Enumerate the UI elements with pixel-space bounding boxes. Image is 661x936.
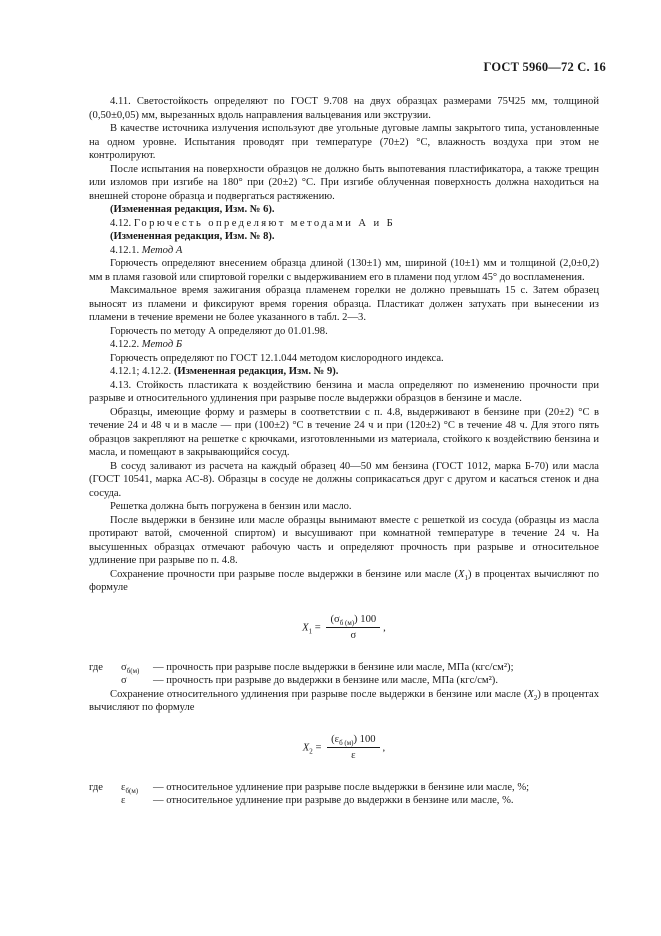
paragraph-4-12-1-ignition: Максимальное время зажигания образца пламенем горелки не должно превышать 15 с. Затем образец выносят из пламени и фиксируют время горения образца. Пластикат должен затухать при вынесении из пламени в течение времени не более указанного в табл. 2—3. <box>89 285 599 323</box>
fraction-denominator: σ <box>350 630 357 641</box>
where-row-4: ε — относительное удлинение при разрыве до выдержки в бензине или масле, %. <box>121 795 514 806</box>
paragraph-4-11: 4.11. Светостойкость определяют по ГОСТ 9.708 на двух образцах размерами 75Ч25 мм, толщиной (0,50±0,05) мм, вырезанных вдоль направления вальцевания или экструзии. <box>89 96 599 121</box>
clause-number: 4.12.2. <box>110 339 140 350</box>
fraction-numerator: $(\varepsilon_{б (м)})$ 100 <box>327 733 379 749</box>
edition-note-9: (Измененная редакция, Изм. № 9). <box>173 366 339 377</box>
paragraph-4-13-vessel: В сосуд заливают из расчета на каждый образец 40—50 мм бензина (ГОСТ 1012, марка Б-70) или масла (ГОСТ 10541, марка АС-8). Образцы в сосуде не должны соприкасаться друг с другом и касаться стенок и дна сосуда. <box>89 460 599 499</box>
fraction <box>327 733 379 763</box>
fraction-numerator: $(\sigma_{б (м)})$ 100 <box>326 613 380 629</box>
clause-references: 4.12.1; 4.12.2. <box>110 366 172 377</box>
paragraph-4-13-elongation-intro: Сохранение относительного удлинения при разрыве после выдержки в бензине или масле $(X_2)$ в процентах вычисляют по формуле <box>89 688 599 713</box>
paragraph-4-11-result: После испытания на поверхности образцов не должно быть выпотевания пластификатора, а также трещин или изломов при изгибе на 180° при (20±2) °С. При изгибе облученная поверхность должна находиться на внешней стороне образца и подвергаться растяжению. <box>89 163 599 202</box>
paragraph-4-12-2-text: Горючесть определяют по ГОСТ 12.1.044 методом кислородного индекса. <box>110 352 444 364</box>
paragraph-4-13-strength-intro: Сохранение прочности при разрыве после выдержки в бензине или масле $(X_1)$ в процентах вычисляют по формуле <box>89 568 599 593</box>
fraction <box>326 613 380 643</box>
edition-note-6: (Измененная редакция, Изм. № 6). <box>110 204 275 215</box>
document-body <box>89 95 599 808</box>
edition-note-8: (Измененная редакция, Изм. № 8). <box>110 231 275 242</box>
formula-x2: $X_2$ = $\frac{(\varepsilon_{б (м)}) 100}{\varepsilon}$ , <box>302 733 386 761</box>
method-a-title: Метод А <box>141 244 183 256</box>
paragraph-4-13-grid: Решетка должна быть погружена в бензин или масло. <box>110 501 352 512</box>
paragraph-4-13: 4.13. Стойкость пластиката к воздействию бензина и масла определяют по изменению прочности при разрыве и относительного удлинения при разрыве после выдержки образцов в бензине и масле. <box>89 379 599 404</box>
paragraph-4-13-drying: После выдержки в бензине или масле образцы вынимают вместе с решеткой из сосуда (образцы из масла протирают ватой, смоченной спиртом) и высушивают при комнатной температуре в течение 24 ч. На высушенных образцах отмечают рабочую часть и определяют прочность при разрыве и относительное удлинение при разрыве по п. 4.8. <box>89 514 599 566</box>
method-b-title: Метод Б <box>141 339 183 350</box>
clause-number: 4.12.1. <box>110 244 140 256</box>
paragraph-4-12-1-heading <box>89 244 599 258</box>
paragraph-4-12 <box>89 217 599 231</box>
clause-number: 4.12. <box>110 217 132 229</box>
paragraph-4-11-light-source: В качестве источника излучения используют две угольные дуговые лампы закрытого типа, установленные на одном уровне. Испытания проводят при температуре (70±2) °С, влажность воздуха при этом не контролируют. <box>89 123 599 161</box>
where-row-2: σ — прочность при разрыве до выдержки в бензине или масле, МПа (кгс/см²). <box>121 675 498 686</box>
formula-x1: $X_1$ = $\frac{(\sigma_{б (м)}) 100}{\sigma}$ , <box>302 613 386 641</box>
paragraph-4-12-2-heading <box>89 338 599 352</box>
where-row-3: где $\varepsilon_{б(м)}$ — относительное удлинение при разрыве после выдержки в бензине или масле, %; <box>89 781 530 795</box>
paragraph-4-13-conditions: Образцы, имеющие форму и размеры в соответствии с п. 4.8, выдерживают в бензине при (20±2) °С в течение 24 и 48 ч и в масле — при (100±2) °С в течение 24 ч и при (120±2) °С в течение 48 ч. Для этого пять образцов закрепляют на решетке с крючками, изготовленными из материала, стойкого к воздействию бензина и масла, и помещают в закрывающийся сосуд. <box>89 406 599 458</box>
paragraph-4-12-1-validity: Горючесть по методу А определяют до 01.01.98. <box>110 325 328 337</box>
where-row-1: где $\sigma_{б(м)}$ — прочность при разрыве после выдержки в бензине или масле, МПа (кгс/см²); <box>89 661 514 675</box>
paragraph-4-12-1-specimen: Горючесть определяют внесением образца длиной (130±1) мм, шириной (10±1) мм и толщиной (2,0±0,2) мм в пламя газовой или спиртовой горелки с выдерживанием его в пламени под углом 45° до воспламенения. <box>89 258 599 283</box>
edition-note-9-line <box>89 365 599 379</box>
page-header: ГОСТ 5960—72 С. 16 <box>483 60 606 74</box>
fraction-denominator: ε <box>351 750 356 761</box>
clause-text-spaced: Горючесть определяют методами А и Б <box>133 217 396 229</box>
